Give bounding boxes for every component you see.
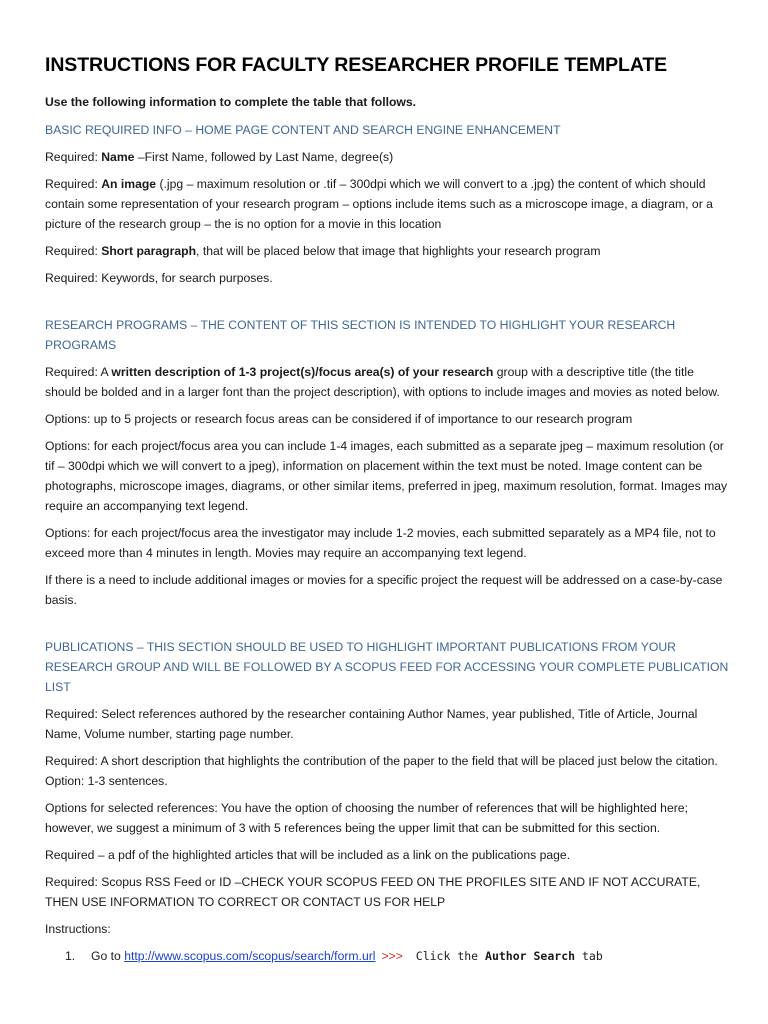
- step-text-after: tab: [575, 949, 603, 963]
- basic-image-requirement: [45, 174, 730, 234]
- req-bold: Short paragraph: [101, 244, 197, 258]
- document-page: [45, 52, 730, 966]
- req-rest: , that will be placed below that image that highlights your research program: [196, 244, 601, 258]
- basic-name-requirement: [45, 147, 730, 167]
- step-text-before: Click the: [408, 949, 486, 963]
- step-instruction: [409, 949, 603, 963]
- list-number: 1.: [65, 949, 76, 963]
- basic-keywords-requirement: Required: Keywords, for search purposes.: [45, 271, 273, 285]
- research-images-option: Options: for each project/focus area you can include 1-4 images, each submitted as a separate jpeg – maximum resolution (or tif – 300dpi which we will convert to a jpeg), information on placement within the text must be noted. Image content can be photographs, microscope images, diagrams, or other similar items, preferred in jpeg, maximum resolution, format. Images may require an accompanying text legend.: [45, 439, 728, 513]
- req-bold: An image: [101, 177, 157, 191]
- req-rest: –First Name, followed by Last Name, degree(s): [134, 150, 394, 164]
- spacer: [45, 295, 730, 315]
- step-prefix: Go to: [91, 949, 125, 963]
- research-movies-option: Options: for each project/focus area the investigator may include 1-2 movies, each submitted separately as a MP4 file, not to exceed more than 4 minutes in length. Movies may require an accompanying text legend.: [45, 526, 716, 560]
- publications-pdf-requirement: Required – a pdf of the highlighted articles that will be included as a link on the publications page.: [45, 848, 571, 862]
- publications-references-requirement: Required: Select references authored by the researcher containing Author Names, year published, Title of Article, Journal Name, Volume number, starting page number.: [45, 707, 698, 741]
- req-bold: written description of 1-3 project(s)/focus area(s) of your research: [111, 365, 494, 379]
- list-item: [45, 946, 730, 966]
- instructions-list: [45, 946, 730, 966]
- req-rest: group with a descriptive title (the title should be bolded and in a larger font than the project description), with options to include images and movies as noted below.: [45, 365, 720, 399]
- spacer: [45, 617, 730, 637]
- basic-paragraph-requirement: [45, 241, 730, 261]
- scopus-search-link[interactable]: http://www.scopus.com/scopus/search/form.url: [124, 949, 376, 963]
- publications-scopus-requirement: Required: Scopus RSS Feed or ID –CHECK YOUR SCOPUS FEED ON THE PROFILES SITE AND IF NOT ACCURATE, THEN USE INFORMATION TO CORRECT OR CONTACT US FOR HELP: [45, 875, 701, 909]
- basic-info-heading: BASIC REQUIRED INFO – HOME PAGE CONTENT AND SEARCH ENGINE ENHANCEMENT: [45, 123, 561, 137]
- research-additional-note: If there is a need to include additional images or movies for a specific project the request will be addressed on a case-by-case basis.: [45, 573, 723, 607]
- req-bold: Name: [101, 150, 135, 164]
- research-description-requirement: [45, 362, 730, 402]
- arrows-indicator: >>>: [381, 949, 403, 963]
- instructions-label: Instructions:: [45, 922, 111, 936]
- publications-description-requirement: Required: A short description that highlights the contribution of the paper to the field that will be placed just below the citation. Option: 1-3 sentences.: [45, 754, 718, 788]
- publications-heading: PUBLICATIONS – THIS SECTION SHOULD BE USED TO HIGHLIGHT IMPORTANT PUBLICATIONS FROM YOUR RESEARCH GROUP AND WILL BE FOLLOWED BY A SCOPUS FEED FOR ACCESSING YOUR COMPLETE PUBLICATION LIST: [45, 640, 729, 694]
- req-prefix: Required: A: [45, 365, 112, 379]
- req-prefix: Required:: [45, 244, 102, 258]
- author-search-label: Author Search: [485, 949, 576, 963]
- intro-text: Use the following information to complete the table that follows.: [45, 95, 417, 109]
- req-prefix: Required:: [45, 150, 102, 164]
- req-prefix: Required:: [45, 177, 102, 191]
- req-rest: (.jpg – maximum resolution or .tif – 300dpi which we will convert to a .jpg) the content of which should contain some representation of your research program – options include items such as a microscope image, a diagram, or a picture of the research group – the is no option for a movie in this location: [45, 177, 713, 231]
- research-projects-option: Options: up to 5 projects or research focus areas can be considered if of importance to our research program: [45, 412, 633, 426]
- research-programs-heading: RESEARCH PROGRAMS – THE CONTENT OF THIS SECTION IS INTENDED TO HIGHLIGHT YOUR RESEARCH PROGRAMS: [45, 318, 676, 352]
- publications-selected-references-option: Options for selected references: You have the option of choosing the number of references that will be highlighted here; however, we suggest a minimum of 3 with 5 references being the upper limit that can be submitted for this section.: [45, 801, 688, 835]
- step-text: [91, 946, 603, 966]
- document-title: INSTRUCTIONS FOR FACULTY RESEARCHER PROFILE TEMPLATE: [45, 54, 668, 76]
